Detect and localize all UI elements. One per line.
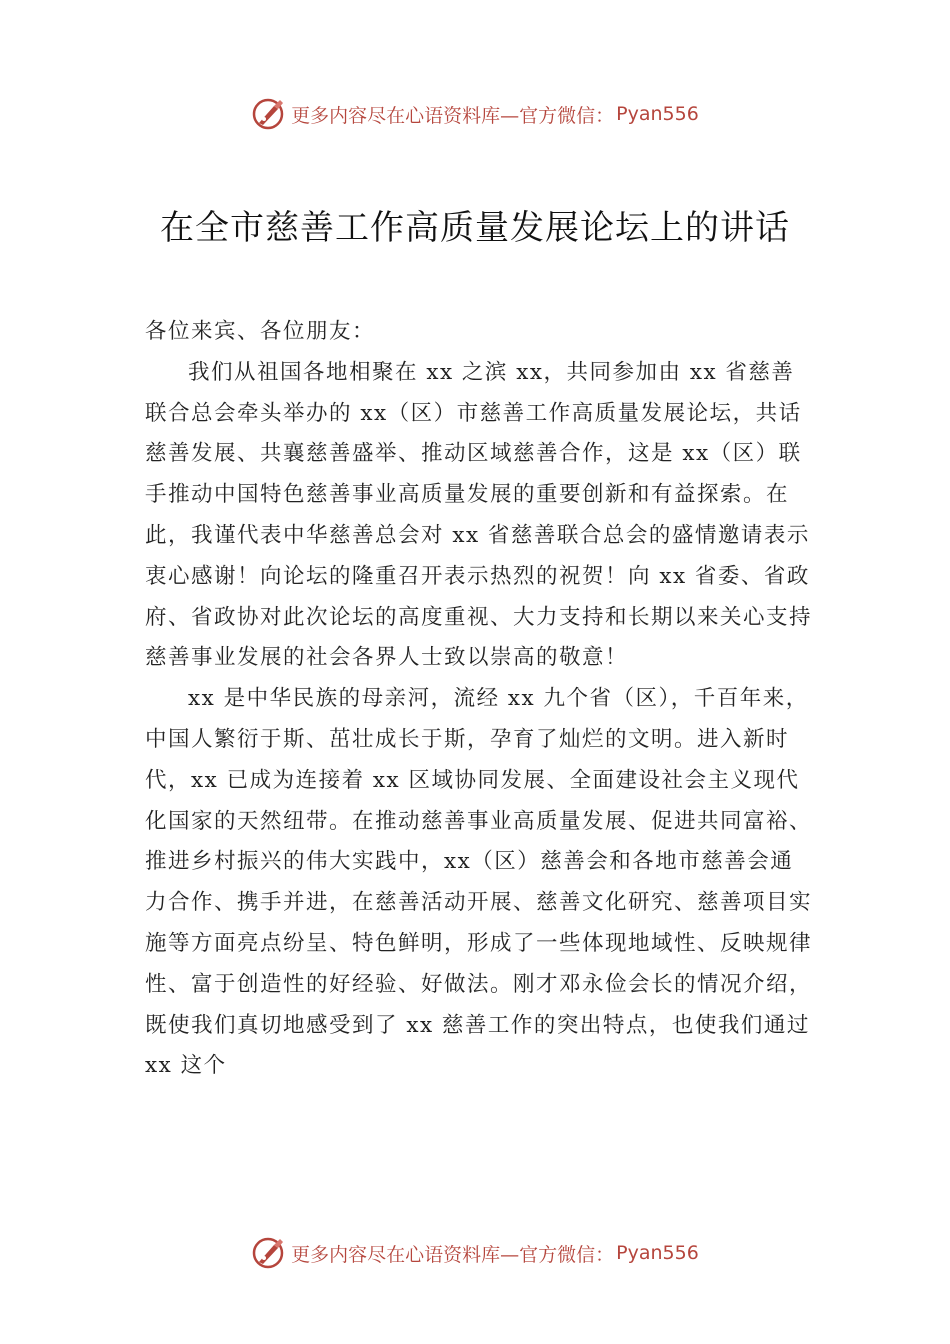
banner-wechat-id: Pyan556 [616,103,699,125]
banner-wechat-id: Pyan556 [616,1242,699,1264]
pen-logo-icon [251,1235,287,1271]
footer-watermark-banner [0,1233,950,1273]
salutation: 各位来宾、各位朋友： [145,319,376,344]
header-watermark-banner [0,94,950,134]
paragraph: xx 是中华民族的母亲河，流经 xx 九个省（区），千百年来，中国人繁衍于斯、茁壮成长于斯，孕育了灿烂的文明。进入新时代，xx 已成为连接着 xx 区域协同发展、全面建设社会主义现代化国家的天然纽带。在推动慈善事业高质量发展、促进共同富裕、推进乡村振兴的伟大实践中，xx（区）慈善会和各地市慈善会通力合作、携手并进，在慈善活动开展、慈善文化研究、慈善项目实施等方面亮点纷呈、特色鲜明，形成了一些体现地域性、反映规律性、富于创造性的好经验、好做法。刚才邓永俭会长的情况介绍，既使我们真切地感受到了 xx 慈善工作的突出特点，也使我们通过 xx 这个 [145,686,813,1079]
paragraph: 我们从祖国各地相聚在 xx 之滨 xx，共同参加由 xx 省慈善联合总会牵头举办的 xx（区）市慈善工作高质量发展论坛，共话慈善发展、共襄慈善盛举、推动区域慈善合作，这是 xx（区）联手推动中国特色慈善事业高质量发展的重要创新和有益探索。在此，我谨代表中华慈善总会对 xx 省慈善联合总会的盛情邀请表示衷心感谢！向论坛的隆重召开表示热烈的祝贺！向 xx 省委、省政府、省政协对此次论坛的高度重视、大力支持和长期以来关心支持慈善事业发展的社会各界人士致以崇高的敬意！ [145,359,813,671]
document-title: 在全市慈善工作高质量发展论坛上的讲话 [160,208,790,248]
banner-text: 更多内容尽在心语资料库—官方微信： [291,104,615,127]
document-body [145,312,815,1087]
pen-logo-icon [251,96,287,132]
banner-text: 更多内容尽在心语资料库—官方微信： [291,1243,615,1266]
